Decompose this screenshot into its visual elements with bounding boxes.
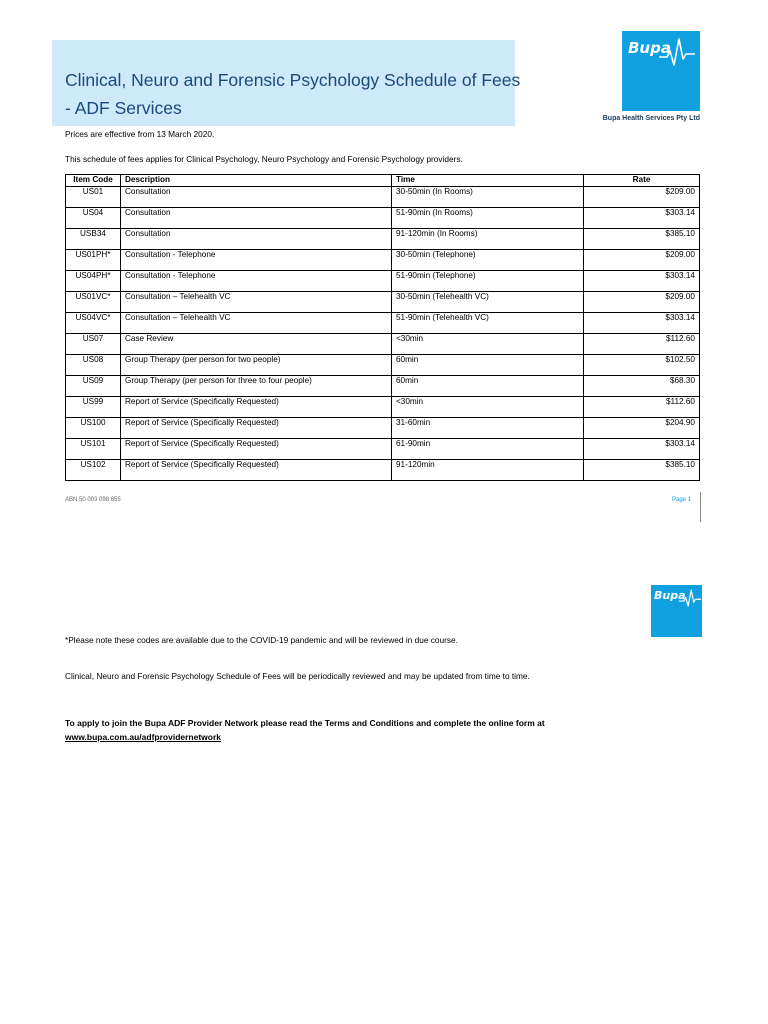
description-cell: Report of Service (Specifically Requested) <box>121 418 392 439</box>
company-name: Bupa Health Services Pty Ltd <box>602 115 700 122</box>
rate-cell: $303.14 <box>584 208 700 229</box>
rate-cell: $385.10 <box>584 229 700 250</box>
time-cell: <30min <box>392 397 584 418</box>
time-cell: 91-120min <box>392 460 584 481</box>
description-cell: Case Review <box>121 334 392 355</box>
item-code-cell: US01 <box>66 187 121 208</box>
table-row <box>66 334 700 355</box>
item-code-cell: US04PH* <box>66 271 121 292</box>
table-row <box>66 376 700 397</box>
header-rate: Rate <box>584 175 700 187</box>
apply-text: To apply to join the Bupa ADF Provider Network please read the Terms and Conditions and complete the online form at <box>65 718 545 728</box>
rate-cell: $385.10 <box>584 460 700 481</box>
description-cell: Report of Service (Specifically Requested) <box>121 439 392 460</box>
rate-cell: $303.14 <box>584 439 700 460</box>
rate-cell: $112.60 <box>584 397 700 418</box>
time-cell: 30-50min (In Rooms) <box>392 187 584 208</box>
item-code-cell: USB34 <box>66 229 121 250</box>
description-cell: Consultation <box>121 208 392 229</box>
heartbeat-icon <box>679 588 701 608</box>
item-code-cell: US04 <box>66 208 121 229</box>
rate-cell: $112.60 <box>584 334 700 355</box>
description-cell: Consultation – Telehealth VC <box>121 313 392 334</box>
bupa-logo <box>622 31 700 111</box>
table-row <box>66 250 700 271</box>
page-divider <box>700 492 701 522</box>
header-description: Description <box>121 175 392 187</box>
time-cell: 51-90min (Telehealth VC) <box>392 313 584 334</box>
item-code-cell: US102 <box>66 460 121 481</box>
effective-date-text: Prices are effective from 13 March 2020. <box>65 129 215 139</box>
rate-cell: $102.50 <box>584 355 700 376</box>
page-subtitle: - ADF Services <box>65 98 182 118</box>
fees-table <box>65 174 700 481</box>
bupa-logo-text: Bupa <box>654 589 686 602</box>
table-row <box>66 397 700 418</box>
description-cell: Report of Service (Specifically Requested) <box>121 460 392 481</box>
item-code-cell: US07 <box>66 334 121 355</box>
description-cell: Consultation – Telehealth VC <box>121 292 392 313</box>
rate-cell: $209.00 <box>584 250 700 271</box>
table-row <box>66 187 700 208</box>
description-cell: Consultation <box>121 187 392 208</box>
review-note: Clinical, Neuro and Forensic Psychology Schedule of Fees will be periodically reviewed and may be updated from time to time. <box>65 671 530 681</box>
page-number: Page 1 <box>672 497 692 503</box>
item-code-cell: US100 <box>66 418 121 439</box>
rate-cell: $303.14 <box>584 313 700 334</box>
time-cell: 30-50min (Telehealth VC) <box>392 292 584 313</box>
page-title: Clinical, Neuro and Forensic Psychology Schedule of Fees <box>65 70 521 90</box>
time-cell: 30-50min (Telephone) <box>392 250 584 271</box>
table-row <box>66 313 700 334</box>
description-cell: Consultation <box>121 229 392 250</box>
time-cell: 60min <box>392 376 584 397</box>
table-row <box>66 292 700 313</box>
abn-text: ABN 50 003 098 655 <box>65 497 121 503</box>
rate-cell: $204.90 <box>584 418 700 439</box>
bupa-logo-text: Bupa <box>628 39 671 57</box>
description-cell: Report of Service (Specifically Requested) <box>121 397 392 418</box>
time-cell: 91-120min (In Rooms) <box>392 229 584 250</box>
time-cell: 51-90min (In Rooms) <box>392 208 584 229</box>
time-cell: 31-60min <box>392 418 584 439</box>
table-row <box>66 229 700 250</box>
table-row <box>66 355 700 376</box>
table-row <box>66 439 700 460</box>
time-cell: <30min <box>392 334 584 355</box>
header-time: Time <box>392 175 584 187</box>
applies-text: This schedule of fees applies for Clinical Psychology, Neuro Psychology and Forensic Psychology providers. <box>65 154 463 164</box>
header-item-code: Item Code <box>66 175 121 187</box>
time-cell: 61-90min <box>392 439 584 460</box>
rate-cell: $68.30 <box>584 376 700 397</box>
table-row <box>66 460 700 481</box>
covid-note: *Please note these codes are available due to the COVID-19 pandemic and will be reviewed in due course. <box>65 635 458 645</box>
rate-cell: $209.00 <box>584 292 700 313</box>
rate-cell: $209.00 <box>584 187 700 208</box>
description-cell: Group Therapy (per person for two people) <box>121 355 392 376</box>
table-row <box>66 418 700 439</box>
table-header-row <box>66 175 700 187</box>
item-code-cell: US04VC* <box>66 313 121 334</box>
title-banner <box>52 40 521 126</box>
description-cell: Consultation - Telephone <box>121 250 392 271</box>
provider-network-link[interactable]: www.bupa.com.au/adfprovidernetwork <box>65 732 222 742</box>
description-cell: Group Therapy (per person for three to four people) <box>121 376 392 397</box>
heartbeat-icon <box>659 37 695 67</box>
item-code-cell: US01VC* <box>66 292 121 313</box>
table-row <box>66 208 700 229</box>
item-code-cell: US09 <box>66 376 121 397</box>
rate-cell: $303.14 <box>584 271 700 292</box>
description-cell: Consultation - Telephone <box>121 271 392 292</box>
item-code-cell: US08 <box>66 355 121 376</box>
item-code-cell: US01PH* <box>66 250 121 271</box>
table-row <box>66 271 700 292</box>
time-cell: 60min <box>392 355 584 376</box>
bupa-logo-small <box>651 585 702 637</box>
item-code-cell: US99 <box>66 397 121 418</box>
time-cell: 51-90min (Telephone) <box>392 271 584 292</box>
item-code-cell: US101 <box>66 439 121 460</box>
